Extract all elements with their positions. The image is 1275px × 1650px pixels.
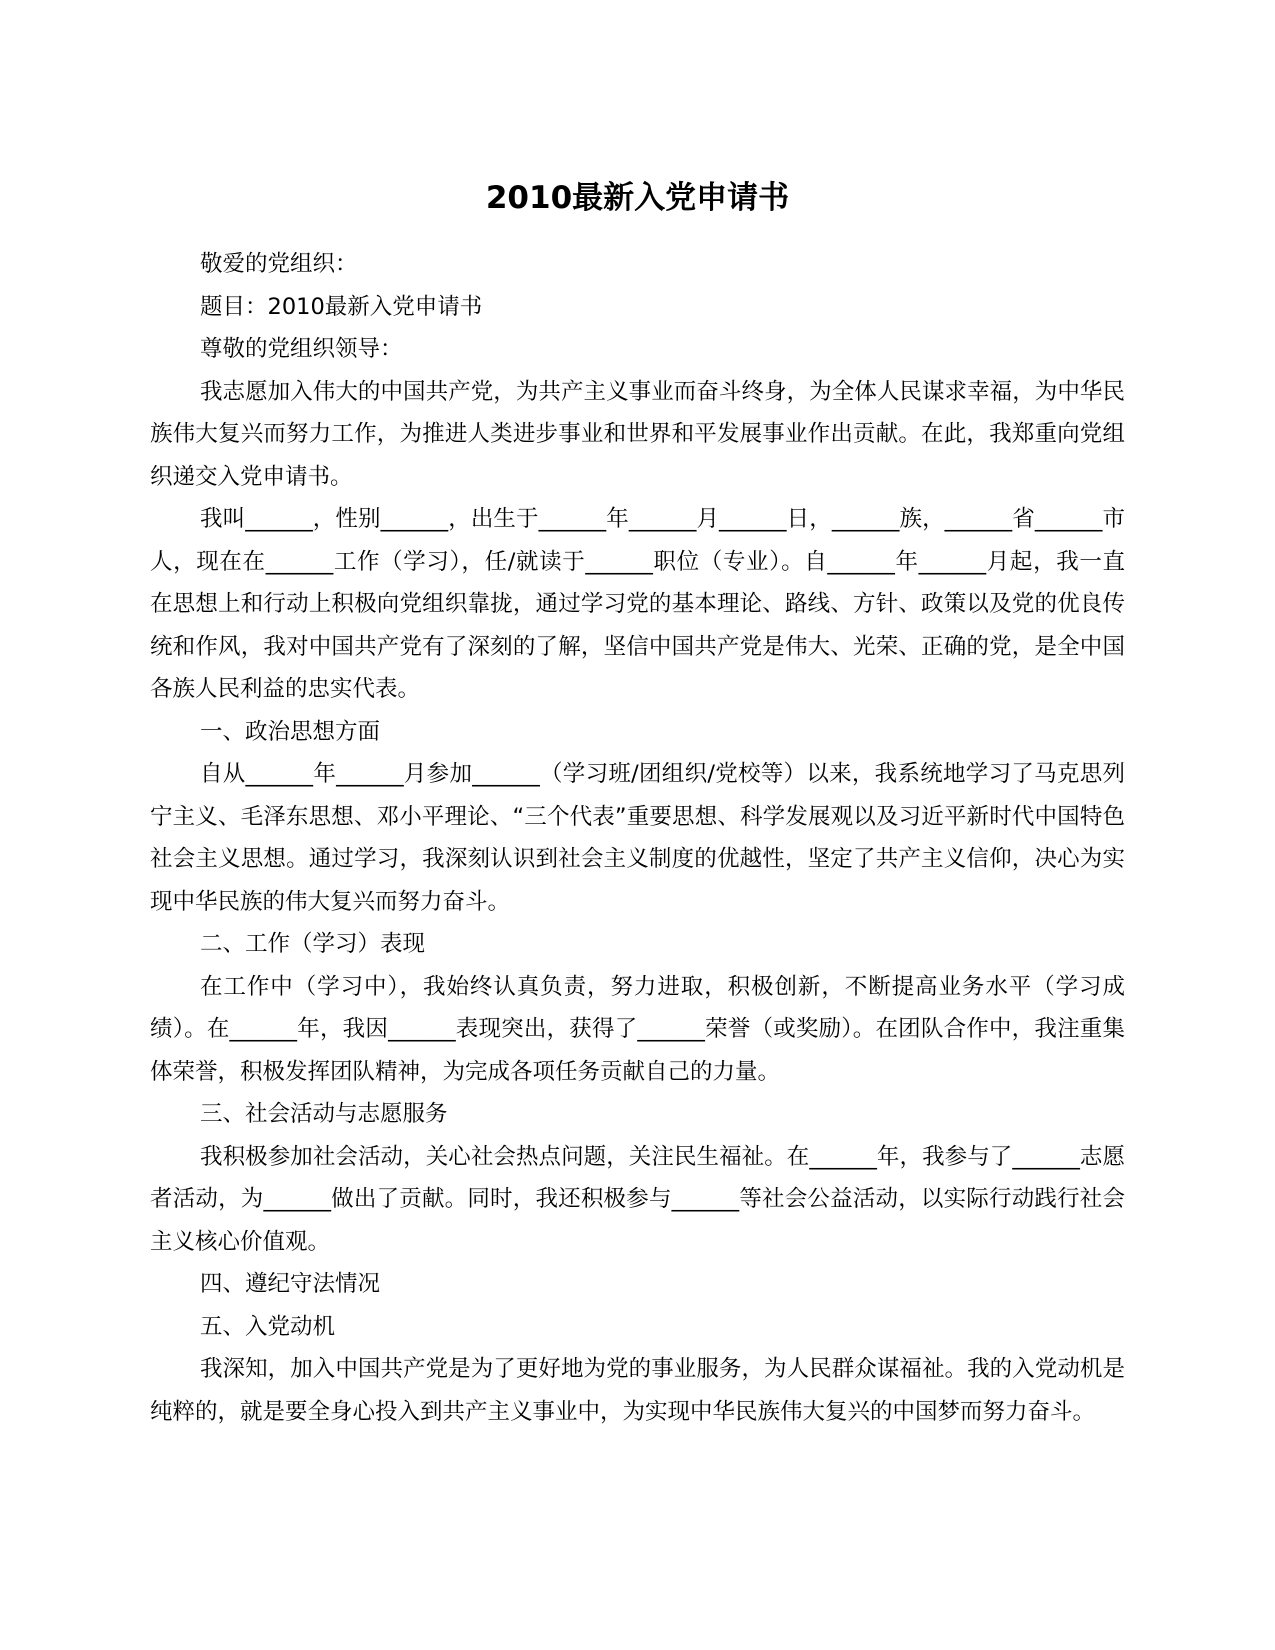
subject-line: 题目：2010最新入党申请书 xyxy=(200,293,483,320)
personal-info-paragraph: 我叫______，性别______，出生于______年______月______日，______族，______省______市人，现在在______工作（学习），任/就读于______职位（专业）。自______年______月起，我一直在思想上和行动上积极向党组织靠拢，通过学习党的基本理论、路线、方针、政策以及党的优良传统和作风，我对中国共产党有了深刻的了解，坚信中国共产党是伟大、光荣、正确的党，是全中国各族人民利益的忠实代表。 xyxy=(150,506,1125,702)
document-title: 2010最新入党申请书 xyxy=(485,180,790,216)
section-heading-law: 四、遵纪守法情况 xyxy=(200,1271,381,1297)
salutation: 敬爱的党组织： xyxy=(200,251,358,277)
political-paragraph: 自从______年______月参加______（学习班/团组织/党校等）以来，我系统地学习了马克思列宁主义、毛泽东思想、邓小平理论、“三个代表”重要思想、科学发展观以及习近平新时代中国特色社会主义思想。通过学习，我深刻认识到社会主义制度的优越性，坚定了共产主义信仰，决心为实现中华民族的伟大复兴而努力奋斗。 xyxy=(150,761,1125,915)
section-heading-motivation: 五、入党动机 xyxy=(200,1313,336,1340)
social-paragraph: 我积极参加社会活动，关心社会热点问题，关注民生福祉。在______年，我参与了______志愿者活动，为______做出了贡献。同时，我还积极参与______等社会公益活动，以实际行动践行社会主义核心价值观。 xyxy=(150,1143,1125,1255)
document-body xyxy=(150,243,1125,1433)
section-heading-social: 三、社会活动与志愿服务 xyxy=(200,1101,448,1127)
section-heading-political: 一、政治思想方面 xyxy=(200,718,381,745)
section-heading-work: 二、工作（学习）表现 xyxy=(200,931,426,957)
motivation-paragraph: 我深知，加入中国共产党是为了更好地为党的事业服务，为人民群众谋福祉。我的入党动机是纯粹的，就是要全身心投入到共产主义事业中，为实现中华民族伟大复兴的中国梦而努力奋斗。 xyxy=(150,1356,1125,1425)
work-paragraph: 在工作中（学习中），我始终认真负责，努力进取，积极创新，不断提高业务水平（学习成绩）。在______年，我因______表现突出，获得了______荣誉（或奖励）。在团队合作中，我注重集体荣誉，积极发挥团队精神，为完成各项任务贡献自己的力量。 xyxy=(150,973,1125,1085)
salutation-leaders: 尊敬的党组织领导： xyxy=(200,336,403,362)
intro-paragraph: 我志愿加入伟大的中国共产党，为共产主义事业而奋斗终身，为全体人民谋求幸福，为中华民族伟大复兴而努力工作，为推进人类进步事业和世界和平发展事业作出贡献。在此，我郑重向党组织递交入党申请书。 xyxy=(150,378,1125,490)
